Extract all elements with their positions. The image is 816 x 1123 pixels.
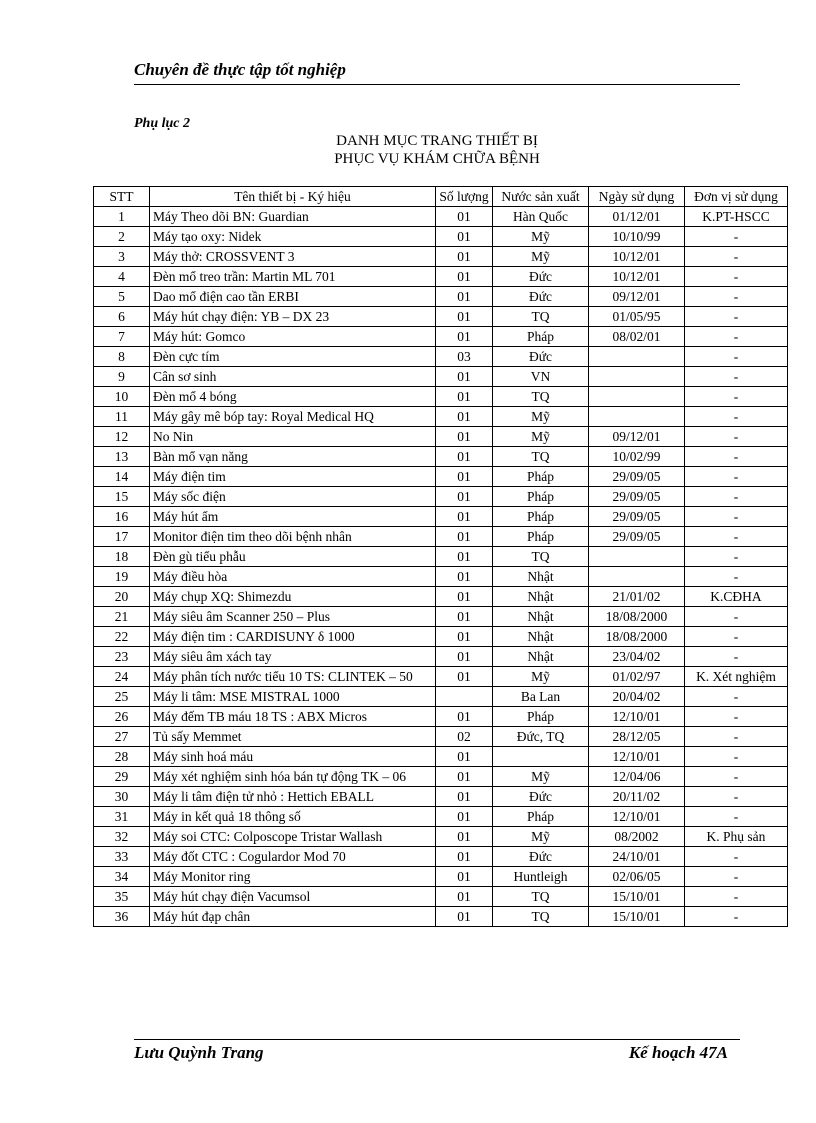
- cell-stt: 35: [94, 887, 150, 907]
- table-row: [94, 207, 788, 227]
- cell-date: 12/10/01: [589, 747, 685, 767]
- cell-unit: K.PT-HSCC: [685, 207, 788, 227]
- cell-unit: -: [685, 307, 788, 327]
- cell-stt: 10: [94, 387, 150, 407]
- table-row: [94, 727, 788, 747]
- cell-device-name: Máy phân tích nước tiểu 10 TS: CLINTEK – 50: [150, 667, 436, 687]
- table-row: [94, 647, 788, 667]
- cell-country: Đức: [493, 267, 589, 287]
- cell-device-name: Đèn mổ treo trần: Martin ML 701: [150, 267, 436, 287]
- cell-quantity: 01: [436, 487, 493, 507]
- cell-unit: -: [685, 647, 788, 667]
- cell-stt: 3: [94, 247, 150, 267]
- cell-date: 23/04/02: [589, 647, 685, 667]
- cell-stt: 20: [94, 587, 150, 607]
- cell-date: 12/04/06: [589, 767, 685, 787]
- cell-unit: -: [685, 867, 788, 887]
- cell-country: TQ: [493, 887, 589, 907]
- cell-quantity: 01: [436, 627, 493, 647]
- table-row: [94, 467, 788, 487]
- cell-date: 10/02/99: [589, 447, 685, 467]
- cell-country: Nhật: [493, 647, 589, 667]
- table-row: [94, 387, 788, 407]
- cell-stt: 2: [94, 227, 150, 247]
- cell-quantity: 01: [436, 307, 493, 327]
- cell-stt: 30: [94, 787, 150, 807]
- cell-date: 15/10/01: [589, 907, 685, 927]
- table-row: [94, 747, 788, 767]
- document-title-line2: PHỤC VỤ KHÁM CHỮA BỆNH: [334, 151, 540, 167]
- cell-quantity: 01: [436, 447, 493, 467]
- cell-unit: -: [685, 367, 788, 387]
- table-row: [94, 527, 788, 547]
- cell-quantity: 01: [436, 847, 493, 867]
- cell-country: Pháp: [493, 527, 589, 547]
- cell-quantity: 01: [436, 247, 493, 267]
- cell-date: 29/09/05: [589, 527, 685, 547]
- cell-stt: 36: [94, 907, 150, 927]
- cell-country: Nhật: [493, 627, 589, 647]
- cell-unit: -: [685, 687, 788, 707]
- table-row: [94, 507, 788, 527]
- cell-country: Đức: [493, 347, 589, 367]
- cell-country: Mỹ: [493, 227, 589, 247]
- cell-quantity: 01: [436, 907, 493, 927]
- cell-quantity: 01: [436, 467, 493, 487]
- table-row: [94, 667, 788, 687]
- table-row: [94, 687, 788, 707]
- cell-stt: 5: [94, 287, 150, 307]
- footer-author: Lưu Quỳnh Trang: [134, 1043, 264, 1062]
- cell-quantity: 01: [436, 287, 493, 307]
- cell-country: VN: [493, 367, 589, 387]
- cell-date: 02/06/05: [589, 867, 685, 887]
- cell-date: 09/12/01: [589, 427, 685, 447]
- cell-device-name: No Nin: [150, 427, 436, 447]
- cell-quantity: 02: [436, 727, 493, 747]
- cell-date: 08/2002: [589, 827, 685, 847]
- cell-device-name: Máy li tâm: MSE MISTRAL 1000: [150, 687, 436, 707]
- table-row: [94, 907, 788, 927]
- cell-quantity: 01: [436, 507, 493, 527]
- cell-country: Pháp: [493, 487, 589, 507]
- cell-unit: -: [685, 547, 788, 567]
- cell-stt: 32: [94, 827, 150, 847]
- cell-unit: -: [685, 427, 788, 447]
- cell-device-name: Máy hút chạy điện Vacumsol: [150, 887, 436, 907]
- cell-date: 08/02/01: [589, 327, 685, 347]
- cell-country: Mỹ: [493, 827, 589, 847]
- cell-unit: -: [685, 327, 788, 347]
- table-row: [94, 287, 788, 307]
- cell-unit: -: [685, 527, 788, 547]
- cell-country: TQ: [493, 907, 589, 927]
- cell-date: [589, 387, 685, 407]
- cell-stt: 21: [94, 607, 150, 627]
- cell-unit: -: [685, 247, 788, 267]
- cell-device-name: Máy hút ẩm: [150, 507, 436, 527]
- cell-unit: -: [685, 907, 788, 927]
- cell-stt: 12: [94, 427, 150, 447]
- cell-date: 29/09/05: [589, 487, 685, 507]
- table-row: [94, 887, 788, 907]
- cell-stt: 25: [94, 687, 150, 707]
- cell-stt: 7: [94, 327, 150, 347]
- cell-stt: 27: [94, 727, 150, 747]
- appendix-label: Phụ lục 2: [134, 116, 191, 131]
- cell-quantity: 01: [436, 707, 493, 727]
- cell-quantity: 01: [436, 387, 493, 407]
- cell-country: TQ: [493, 547, 589, 567]
- equipment-table: [93, 186, 788, 927]
- cell-country: [493, 747, 589, 767]
- cell-quantity: 01: [436, 227, 493, 247]
- table-header-row: [94, 187, 788, 207]
- cell-device-name: Máy sốc điện: [150, 487, 436, 507]
- table-row: [94, 327, 788, 347]
- table-row: [94, 307, 788, 327]
- cell-country: Đức: [493, 787, 589, 807]
- cell-quantity: 01: [436, 587, 493, 607]
- cell-date: 28/12/05: [589, 727, 685, 747]
- table-row: [94, 587, 788, 607]
- cell-date: [589, 367, 685, 387]
- cell-stt: 9: [94, 367, 150, 387]
- cell-quantity: 01: [436, 647, 493, 667]
- cell-device-name: Máy đốt CTC : Cogulardor Mod 70: [150, 847, 436, 867]
- cell-country: Đức: [493, 287, 589, 307]
- cell-device-name: Máy hút: Gomco: [150, 327, 436, 347]
- cell-unit: -: [685, 727, 788, 747]
- header-quantity: Số lượng: [436, 187, 493, 207]
- cell-date: [589, 407, 685, 427]
- cell-stt: 31: [94, 807, 150, 827]
- cell-quantity: 01: [436, 547, 493, 567]
- cell-quantity: 01: [436, 427, 493, 447]
- cell-device-name: Monitor điện tim theo dõi bệnh nhân: [150, 527, 436, 547]
- cell-country: Mỹ: [493, 247, 589, 267]
- cell-device-name: Máy chụp XQ: Shimezdu: [150, 587, 436, 607]
- cell-country: Pháp: [493, 507, 589, 527]
- cell-quantity: 01: [436, 747, 493, 767]
- table-row: [94, 367, 788, 387]
- cell-unit: K.CĐHA: [685, 587, 788, 607]
- table-body: [94, 207, 788, 927]
- cell-stt: 26: [94, 707, 150, 727]
- cell-date: 10/10/99: [589, 227, 685, 247]
- cell-date: 29/09/05: [589, 467, 685, 487]
- cell-unit: -: [685, 607, 788, 627]
- header-device-name: Tên thiết bị - Ký hiệu: [150, 187, 436, 207]
- cell-stt: 6: [94, 307, 150, 327]
- cell-date: 12/10/01: [589, 807, 685, 827]
- cell-country: Mỹ: [493, 767, 589, 787]
- cell-stt: 22: [94, 627, 150, 647]
- table-row: [94, 487, 788, 507]
- cell-country: Pháp: [493, 807, 589, 827]
- cell-date: 24/10/01: [589, 847, 685, 867]
- cell-country: Đức: [493, 847, 589, 867]
- cell-quantity: 01: [436, 207, 493, 227]
- table-row: [94, 447, 788, 467]
- cell-device-name: Máy thở: CROSSVENT 3: [150, 247, 436, 267]
- cell-device-name: Máy siêu âm xách tay: [150, 647, 436, 667]
- cell-stt: 19: [94, 567, 150, 587]
- cell-device-name: Máy Monitor ring: [150, 867, 436, 887]
- cell-country: Pháp: [493, 327, 589, 347]
- header-stt: STT: [94, 187, 150, 207]
- cell-quantity: 01: [436, 367, 493, 387]
- table-row: [94, 607, 788, 627]
- table-row: [94, 707, 788, 727]
- cell-quantity: 01: [436, 667, 493, 687]
- cell-unit: -: [685, 567, 788, 587]
- cell-date: [589, 347, 685, 367]
- header-country: Nước sản xuất: [493, 187, 589, 207]
- cell-country: Mỹ: [493, 427, 589, 447]
- cell-date: 15/10/01: [589, 887, 685, 907]
- cell-unit: -: [685, 387, 788, 407]
- cell-device-name: Máy đếm TB máu 18 TS : ABX Micros: [150, 707, 436, 727]
- cell-quantity: 01: [436, 527, 493, 547]
- cell-quantity: 01: [436, 867, 493, 887]
- cell-device-name: Dao mổ điện cao tần ERBI: [150, 287, 436, 307]
- cell-quantity: 01: [436, 767, 493, 787]
- cell-device-name: Máy hút chạy điện: YB – DX 23: [150, 307, 436, 327]
- cell-country: Mỹ: [493, 667, 589, 687]
- cell-country: Nhật: [493, 567, 589, 587]
- cell-unit: -: [685, 787, 788, 807]
- table-row: [94, 347, 788, 367]
- cell-date: 20/04/02: [589, 687, 685, 707]
- table-row: [94, 827, 788, 847]
- cell-quantity: [436, 687, 493, 707]
- cell-unit: -: [685, 807, 788, 827]
- cell-stt: 17: [94, 527, 150, 547]
- table-row: [94, 407, 788, 427]
- cell-country: Đức, TQ: [493, 727, 589, 747]
- cell-country: Pháp: [493, 467, 589, 487]
- footer-rule: [134, 1039, 740, 1040]
- cell-country: Nhật: [493, 587, 589, 607]
- cell-stt: 23: [94, 647, 150, 667]
- cell-device-name: Máy hút đạp chân: [150, 907, 436, 927]
- cell-quantity: 01: [436, 827, 493, 847]
- cell-quantity: 03: [436, 347, 493, 367]
- cell-device-name: Đèn gù tiểu phẫu: [150, 547, 436, 567]
- cell-date: 01/12/01: [589, 207, 685, 227]
- table-row: [94, 227, 788, 247]
- cell-date: 18/08/2000: [589, 627, 685, 647]
- cell-date: 01/02/97: [589, 667, 685, 687]
- cell-unit: -: [685, 507, 788, 527]
- cell-stt: 16: [94, 507, 150, 527]
- table-row: [94, 567, 788, 587]
- table-row: [94, 427, 788, 447]
- cell-stt: 28: [94, 747, 150, 767]
- table-row: [94, 267, 788, 287]
- cell-stt: 4: [94, 267, 150, 287]
- cell-device-name: Máy xét nghiệm sinh hóa bán tự động TK – 06: [150, 767, 436, 787]
- cell-country: Hàn Quốc: [493, 207, 589, 227]
- cell-date: 18/08/2000: [589, 607, 685, 627]
- table-row: [94, 867, 788, 887]
- table-row: [94, 787, 788, 807]
- cell-device-name: Máy siêu âm Scanner 250 – Plus: [150, 607, 436, 627]
- cell-quantity: 01: [436, 267, 493, 287]
- cell-unit: -: [685, 407, 788, 427]
- cell-stt: 15: [94, 487, 150, 507]
- cell-country: Nhật: [493, 607, 589, 627]
- cell-country: Huntleigh: [493, 867, 589, 887]
- cell-unit: -: [685, 627, 788, 647]
- table-row: [94, 807, 788, 827]
- cell-unit: K. Xét nghiệm: [685, 667, 788, 687]
- cell-stt: 14: [94, 467, 150, 487]
- cell-country: Ba Lan: [493, 687, 589, 707]
- cell-device-name: Cân sơ sinh: [150, 367, 436, 387]
- header-date: Ngày sử dụng: [589, 187, 685, 207]
- cell-stt: 33: [94, 847, 150, 867]
- cell-unit: -: [685, 267, 788, 287]
- cell-stt: 24: [94, 667, 150, 687]
- table-row: [94, 847, 788, 867]
- cell-device-name: Đèn cực tím: [150, 347, 436, 367]
- header-unit: Đơn vị sử dụng: [685, 187, 788, 207]
- cell-unit: -: [685, 467, 788, 487]
- cell-device-name: Máy điện tim: [150, 467, 436, 487]
- cell-unit: -: [685, 767, 788, 787]
- cell-country: TQ: [493, 307, 589, 327]
- cell-date: 10/12/01: [589, 247, 685, 267]
- cell-quantity: 01: [436, 327, 493, 347]
- cell-quantity: 01: [436, 567, 493, 587]
- cell-stt: 11: [94, 407, 150, 427]
- cell-device-name: Tủ sấy Memmet: [150, 727, 436, 747]
- header-rule: [134, 84, 740, 85]
- cell-unit: -: [685, 887, 788, 907]
- cell-country: TQ: [493, 447, 589, 467]
- cell-date: 20/11/02: [589, 787, 685, 807]
- cell-unit: -: [685, 707, 788, 727]
- cell-stt: 18: [94, 547, 150, 567]
- cell-country: TQ: [493, 387, 589, 407]
- cell-date: 10/12/01: [589, 267, 685, 287]
- cell-device-name: Máy điện tim : CARDISUNY δ 1000: [150, 627, 436, 647]
- cell-unit: -: [685, 747, 788, 767]
- cell-date: 12/10/01: [589, 707, 685, 727]
- cell-country: Pháp: [493, 707, 589, 727]
- table-row: [94, 627, 788, 647]
- cell-quantity: 01: [436, 407, 493, 427]
- cell-quantity: 01: [436, 787, 493, 807]
- cell-date: 01/05/95: [589, 307, 685, 327]
- cell-device-name: Đèn mổ 4 bóng: [150, 387, 436, 407]
- cell-quantity: 01: [436, 807, 493, 827]
- cell-unit: -: [685, 447, 788, 467]
- cell-unit: -: [685, 847, 788, 867]
- cell-date: 29/09/05: [589, 507, 685, 527]
- cell-date: 09/12/01: [589, 287, 685, 307]
- cell-stt: 29: [94, 767, 150, 787]
- cell-unit: -: [685, 227, 788, 247]
- document-title-line1: DANH MỤC TRANG THIẾT BỊ: [336, 133, 538, 149]
- table-row: [94, 767, 788, 787]
- cell-unit: -: [685, 287, 788, 307]
- cell-device-name: Máy điều hòa: [150, 567, 436, 587]
- cell-device-name: Bàn mổ vạn năng: [150, 447, 436, 467]
- cell-device-name: Máy soi CTC: Colposcope Tristar Wallash: [150, 827, 436, 847]
- cell-device-name: Máy gây mê bóp tay: Royal Medical HQ: [150, 407, 436, 427]
- cell-unit: -: [685, 487, 788, 507]
- cell-country: Mỹ: [493, 407, 589, 427]
- footer-class: Kế hoạch 47A: [628, 1043, 728, 1062]
- cell-unit: K. Phụ sản: [685, 827, 788, 847]
- cell-stt: 1: [94, 207, 150, 227]
- cell-device-name: Máy Theo dõi BN: Guardian: [150, 207, 436, 227]
- cell-device-name: Máy sinh hoá máu: [150, 747, 436, 767]
- cell-quantity: 01: [436, 887, 493, 907]
- cell-quantity: 01: [436, 607, 493, 627]
- cell-stt: 13: [94, 447, 150, 467]
- cell-unit: -: [685, 347, 788, 367]
- cell-device-name: Máy li tâm điện tử nhỏ : Hettich EBALL: [150, 787, 436, 807]
- cell-stt: 34: [94, 867, 150, 887]
- cell-date: [589, 547, 685, 567]
- cell-device-name: Máy in kết quả 18 thông số: [150, 807, 436, 827]
- cell-date: [589, 567, 685, 587]
- cell-date: 21/01/02: [589, 587, 685, 607]
- cell-stt: 8: [94, 347, 150, 367]
- table-row: [94, 547, 788, 567]
- table-row: [94, 247, 788, 267]
- page-header-title: Chuyên đề thực tập tốt nghiệp: [134, 60, 346, 79]
- cell-device-name: Máy tạo oxy: Nidek: [150, 227, 436, 247]
